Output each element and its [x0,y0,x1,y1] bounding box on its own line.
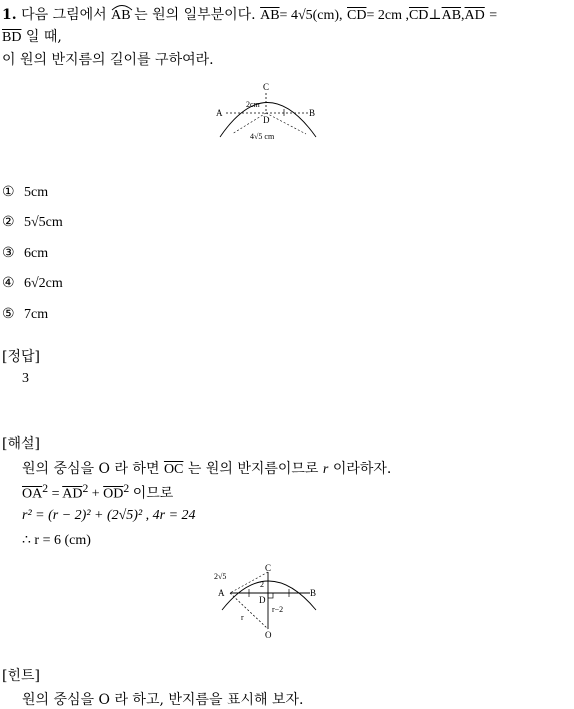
perp-symbol: ⊥ [428,8,442,23]
point-d-label-2: D [259,595,266,605]
circle-arc-2 [222,581,316,610]
solution-line-4: ∴ r = 6 (cm) [22,533,91,548]
option-1-number: ① [2,184,15,200]
segment-ab: $\overline{AB}$ [260,8,280,23]
answer-value: 3 [22,371,29,386]
option-1-text: 5cm [24,185,49,200]
solution-line-2: $\overline{OA}^2 = \overline{AD}^2 + \overline{OD}^2$ 이므로 [22,482,174,502]
segment-cd-2: $\overline{CD}$ [408,8,429,23]
point-c-label: C [263,82,270,92]
label-r: r [241,613,244,622]
segment-od: $\overline{OD}$ [103,486,124,502]
label-r-minus-2: r−2 [272,605,284,614]
option-5[interactable] [2,306,48,323]
hint-header: [힌트] [2,668,40,684]
figure-2-diagram [212,562,324,642]
point-a-label-2: A [218,588,225,598]
dim-line-right [266,113,306,134]
label-2sqrt5: 2√5 [214,572,227,581]
option-3[interactable] [2,245,48,262]
point-d-label: D [263,115,270,125]
option-2-text: 5√5cm [24,215,63,230]
segment-oc: $\overline{OC}$ [163,462,184,477]
question-text-2: 는 원의 일부분이다. [134,7,256,23]
hint-text: 원의 중심을 O 라 하고, 반지름을 표시해 보자. [22,692,304,708]
option-5-number: ⑤ [2,306,15,322]
arc-ab-label: AB [111,8,134,23]
solution-header: [해설] [2,436,40,452]
option-3-number: ③ [2,245,15,261]
solution-line-3: r² = (r − 2)² + (2√5)² , 4r = 24 [22,508,196,523]
segment-bd: $\overline{BD}$ [2,30,22,45]
right-angle-mark [268,593,273,598]
arc-symbol-icon [111,3,133,11]
point-a-label: A [216,108,223,118]
answer-header: [정답] [2,349,40,365]
segment-ab-2: $\overline{AB}$ [441,8,462,23]
segment-cd: $\overline{CD}$ [347,8,367,23]
point-b-label: B [309,108,316,118]
point-b-label-2: B [310,588,317,598]
segment-ad: $\overline{AD}$ [464,8,485,23]
label-two: 2 [260,580,264,589]
ab-value: = 4√5(cm), [279,8,343,23]
point-o-label: O [265,630,272,640]
question-number: 1. [2,7,17,23]
ab-length-label: 4√5 cm [250,132,275,141]
option-4-text: 6√2cm [24,276,63,291]
option-2[interactable] [2,214,63,231]
question-line-1: 1. 다음 그림에서 AB 는 원의 일부분이다. $\overline{AB}= 4√5(cm)$, $\overline{CD}= 2cm$ $,\overline{CD}\perp\overline{AB},\overline{AD}$ = [2,4,497,24]
segment-oa: $\overline{OA}$ [22,486,43,502]
solution-line-1: 원의 중심을 O 라 하면 $\overline{OC}$ 는 원의 반지름이므로 r 이라하자. [22,461,392,477]
cd-length-label: 2cm [246,100,260,109]
question-line-2: $\overline{BD}$ 일 때, [2,29,62,45]
option-5-text: 7cm [24,307,49,322]
cd-value: = 2cm , [366,8,409,23]
figure-1-diagram [212,80,322,142]
variable-r: r [322,462,329,477]
option-4[interactable] [2,275,63,292]
question-text: 다음 그림에서 [21,7,107,23]
segment-ad-sol: $\overline{AD}$ [62,486,83,502]
question-line-3: 이 원의 반지름의 길이를 구하여라. [2,52,214,68]
option-3-text: 6cm [24,246,49,261]
option-4-number: ④ [2,275,15,291]
point-c-label-2: C [265,563,272,573]
option-2-number: ② [2,214,15,230]
option-1[interactable] [2,184,48,201]
